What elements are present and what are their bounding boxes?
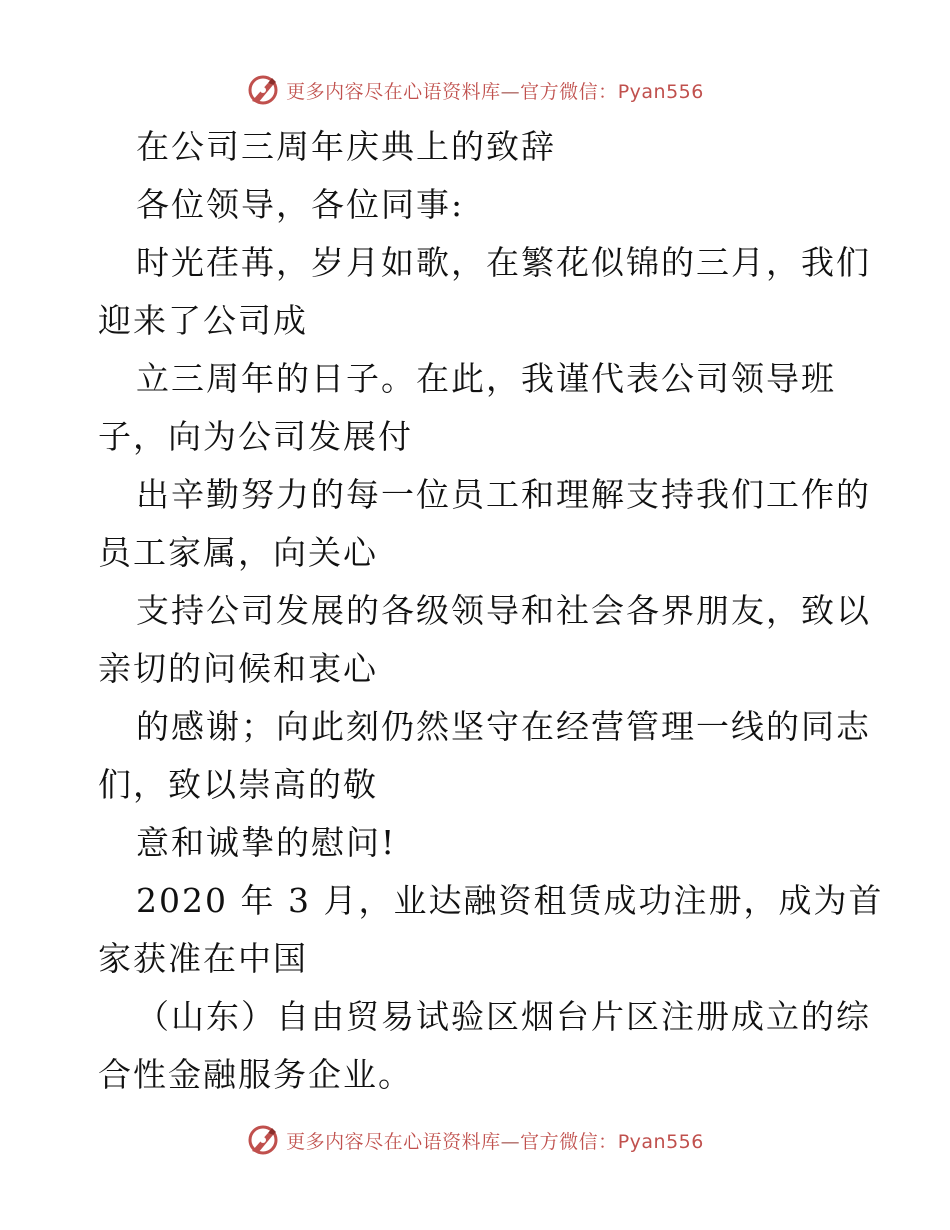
banner-account-label: 官方微信：	[520, 80, 618, 103]
text-line: 出辛勤努力的每一位员工和理解支持我们工作的	[136, 475, 871, 514]
banner-text	[286, 1127, 704, 1154]
text-line: 各位领导，各位同事:	[136, 185, 465, 224]
text-line: 意和诚挚的慰问!	[136, 823, 397, 862]
banner-separator: —	[500, 1130, 521, 1153]
banner-account-id: Pyan556	[617, 1130, 704, 1153]
text-line: 在公司三周年庆典上的致辞	[136, 127, 556, 166]
text-line: 们，致以崇高的敬	[98, 765, 378, 804]
banner-separator: —	[500, 80, 521, 103]
text-line: 2020 年 3 月，业达融资租赁成功注册，成为首	[136, 881, 884, 920]
text-line: 员工家属，向关心	[98, 533, 378, 572]
text-line: 立三周年的日子。在此，我谨代表公司领导班	[136, 359, 836, 398]
text-line: 支持公司发展的各级领导和社会各界朋友，致以	[136, 591, 871, 630]
text-line: 合性金融服务企业。	[98, 1055, 413, 1094]
banner-main-text: 更多内容尽在心语资料库	[286, 1130, 501, 1153]
text-line: 子，向为公司发展付	[98, 417, 413, 456]
text-line: （山东）自由贸易试验区烟台片区注册成立的综	[136, 997, 871, 1036]
text-line: 时光荏苒，岁月如歌，在繁花似锦的三月，我们	[136, 243, 871, 282]
header-banner	[0, 70, 950, 110]
banner-text	[286, 77, 704, 104]
banner-account-id: Pyan556	[617, 80, 704, 103]
document-body	[98, 118, 884, 1104]
banner-account-label: 官方微信：	[520, 1130, 618, 1153]
footer-banner	[0, 1120, 950, 1160]
text-line: 的感谢；向此刻仍然坚守在经营管理一线的同志	[136, 707, 871, 746]
text-line: 家获准在中国	[98, 939, 308, 978]
banner-main-text: 更多内容尽在心语资料库	[286, 80, 501, 103]
text-line: 迎来了公司成	[98, 301, 308, 340]
pen-logo-icon	[246, 73, 280, 107]
text-line: 亲切的问候和衷心	[98, 649, 378, 688]
pen-logo-icon	[246, 1123, 280, 1157]
